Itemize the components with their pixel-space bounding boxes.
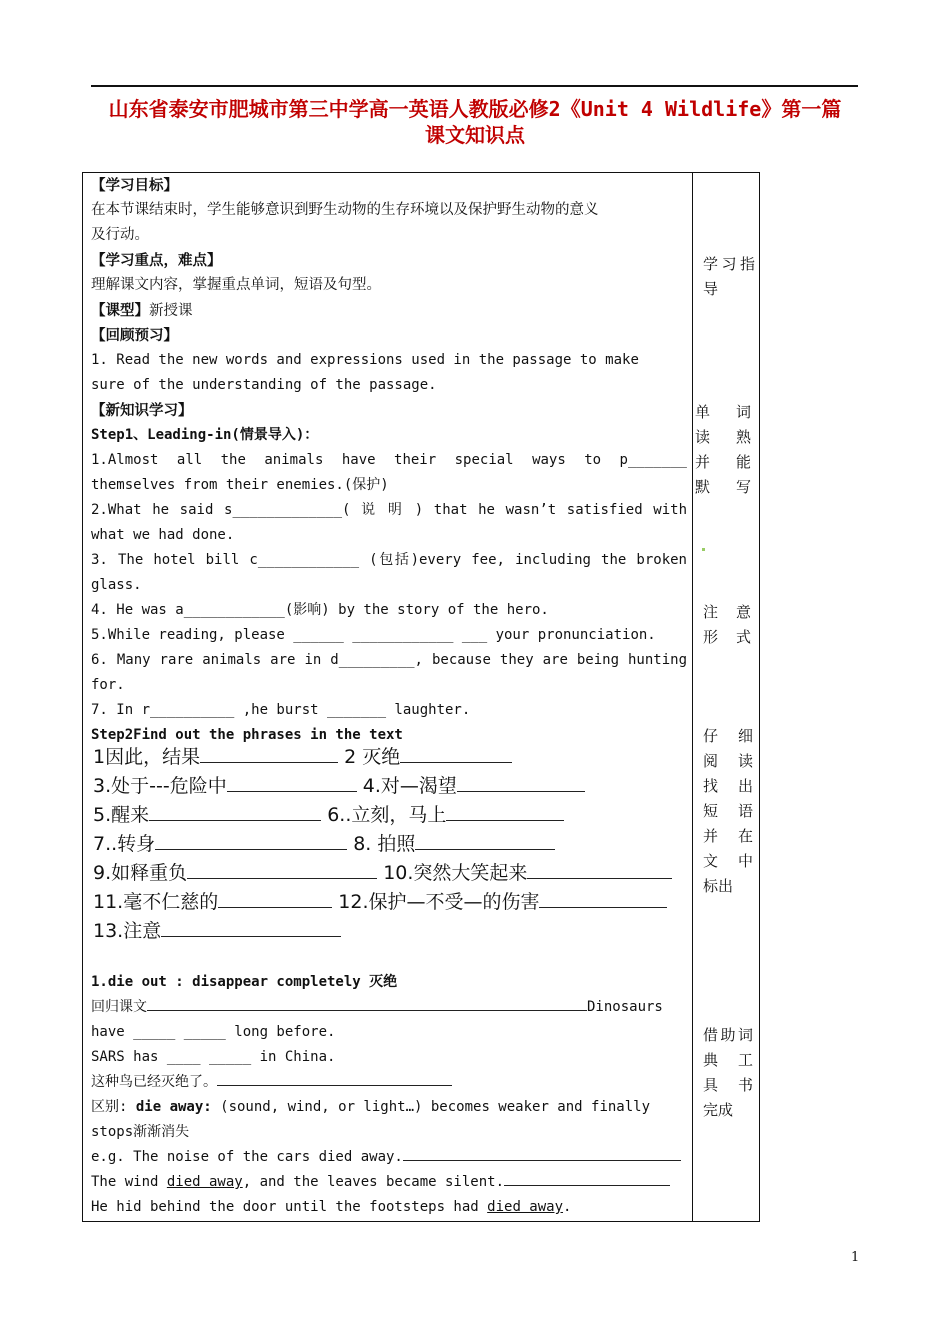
side-tools-1: 借助词	[703, 1026, 753, 1044]
difference-line-2: stops渐渐消失	[91, 1124, 190, 1140]
side-read-3: 找 出	[703, 777, 753, 795]
side-read-1: 仔 细	[703, 727, 753, 745]
step2-heading: Step2Find out the phrases in the text	[91, 727, 403, 743]
side-words-4: 默 写	[695, 478, 751, 496]
side-read-2: 阅 读	[703, 752, 753, 770]
bird-line	[91, 1070, 687, 1095]
side-guide-a: 学习指	[703, 255, 755, 273]
phrase-item: 11.毫不仁慈的	[93, 891, 219, 913]
diff-rest: (sound, wind, or light…) becomes weaker and finally	[211, 1099, 651, 1115]
wind-post: , and the leaves became silent.	[242, 1174, 505, 1190]
side-note-2: 形 式	[703, 628, 751, 646]
page-title-line2: 课文知识点	[425, 123, 525, 147]
back-label: 回归课文	[91, 999, 147, 1015]
question-3b: glass.	[91, 577, 142, 593]
question-2a: 2.What he said s_____________( 说 明 ) that he wasn’t satisfied with	[91, 502, 687, 518]
bird-text: 这种鸟已经灭绝了。	[91, 1074, 217, 1090]
question-2b: what we had done.	[91, 527, 235, 543]
side-tools	[703, 1023, 753, 1123]
wind-line	[91, 1170, 687, 1195]
review-heading: 【回顾预习】	[91, 327, 178, 344]
phrase-row	[93, 743, 683, 772]
side-read	[703, 724, 753, 899]
phrase-item: 1因此，结果	[93, 746, 201, 768]
phrase-item: 12.保护—不受—的伤害	[338, 891, 540, 913]
back-tail: Dinosaurs	[587, 999, 663, 1015]
hid-post: .	[563, 1199, 572, 1215]
side-words-2: 读 熟	[695, 428, 751, 446]
diff-prefix: 区别:	[91, 1099, 136, 1115]
lesson-type	[91, 298, 687, 323]
side-words-1: 单 词	[695, 403, 751, 421]
side-words	[695, 400, 751, 500]
hid-underlined: died away	[487, 1199, 564, 1215]
phrase-item: 13.注意	[93, 920, 162, 942]
back-to-text-line	[91, 995, 687, 1020]
step1-heading: Step1、Leading-in(情景导入)：	[91, 427, 319, 443]
phrase-row	[93, 888, 683, 917]
column-divider	[692, 172, 693, 1222]
example-text: e.g. The noise of the cars died away.	[91, 1149, 403, 1165]
diff-term: die away:	[135, 1099, 212, 1115]
question-6b: for.	[91, 677, 125, 693]
goal-text-1: 在本节课结束时，学生能够意识到野生动物的生存环境以及保护野生动物的意义	[91, 202, 599, 218]
phrase-item: 8. 拍照	[353, 833, 416, 855]
phrase-item: 3.处于---危险中	[93, 775, 227, 797]
page-title-line1: 山东省泰安市肥城市第三中学高一英语人教版必修2《Unit 4 Wildlife》第一篇	[108, 97, 842, 121]
wind-pre: The wind	[91, 1174, 167, 1190]
wind-underlined: died away	[166, 1174, 243, 1190]
question-5: 5.While reading, please ______ ____________ ___ your pronunciation.	[91, 627, 656, 643]
side-note	[703, 600, 751, 650]
hid-pre: He hid behind the door until the footsteps had	[91, 1199, 488, 1215]
phrase-item: 10.突然大笑起来	[383, 862, 528, 884]
goal-heading: 【学习目标】	[91, 177, 178, 194]
sars-line: SARS has ____ _____ in China.	[91, 1049, 336, 1065]
goal-text-2: 及行动。	[91, 227, 149, 243]
phrase-item: 7..转身	[93, 833, 156, 855]
side-guide	[703, 252, 755, 302]
review-line-1: 1. Read the new words and expressions used in the passage to make	[91, 352, 639, 368]
phrase-row	[93, 917, 683, 946]
hid-line	[91, 1195, 687, 1220]
phrase-item: 9.如释重负	[93, 862, 188, 884]
phrase-row	[93, 801, 683, 830]
page-number: 1	[851, 1250, 860, 1265]
question-4: 4. He was a____________(影响) by the story of the hero.	[91, 602, 549, 618]
die-out-heading: 1.die out : disappear completely 灭绝	[91, 974, 398, 990]
have-line: have _____ _____ long before.	[91, 1024, 336, 1040]
side-read-4: 短 语	[703, 802, 753, 820]
side-note-1: 注 意	[703, 603, 751, 621]
phrase-item: 6..立刻，马上	[327, 804, 447, 826]
side-read-6: 文 中	[703, 852, 753, 870]
new-knowledge-heading: 【新知识学习】	[91, 402, 193, 419]
question-3a: 3. The hotel bill c____________ (包括)every fee, including the broken	[91, 552, 687, 568]
question-7: 7. In r__________ ,he burst _______ laughter.	[91, 702, 471, 718]
key-text: 理解课文内容，掌握重点单词，短语及句型。	[91, 277, 381, 293]
phrase-row	[93, 772, 683, 801]
side-words-3: 并 能	[695, 453, 751, 471]
speck-mark	[702, 548, 705, 551]
question-1b: themselves from their enemies.(保护)	[91, 477, 389, 493]
side-tools-4: 完成	[703, 1101, 734, 1119]
phrase-row	[93, 830, 683, 859]
phrase-row	[93, 859, 683, 888]
review-line-2: sure of the understanding of the passage.	[91, 377, 437, 393]
phrase-item: 5.醒来	[93, 804, 150, 826]
phrase-item: 4.对—渴望	[362, 775, 457, 797]
header-rule	[91, 85, 858, 87]
type-heading: 【课型】	[91, 302, 149, 319]
side-read-7: 标出	[703, 877, 734, 895]
side-tools-2: 典 工	[703, 1051, 753, 1069]
key-heading: 【学习重点，难点】	[91, 252, 222, 269]
type-text: 新授课	[149, 303, 193, 319]
phrase-item: 2 灭绝	[344, 746, 401, 768]
question-6a: 6. Many rare animals are in d_________, because they are being hunting	[91, 652, 687, 668]
side-tools-3: 具 书	[703, 1076, 753, 1094]
side-read-5: 并 在	[703, 827, 753, 845]
side-guide-b: 导	[703, 280, 719, 298]
difference-line	[91, 1095, 687, 1120]
question-1a: 1.Almost all the animals have their special ways to p_______	[91, 452, 687, 468]
example-line	[91, 1145, 687, 1170]
